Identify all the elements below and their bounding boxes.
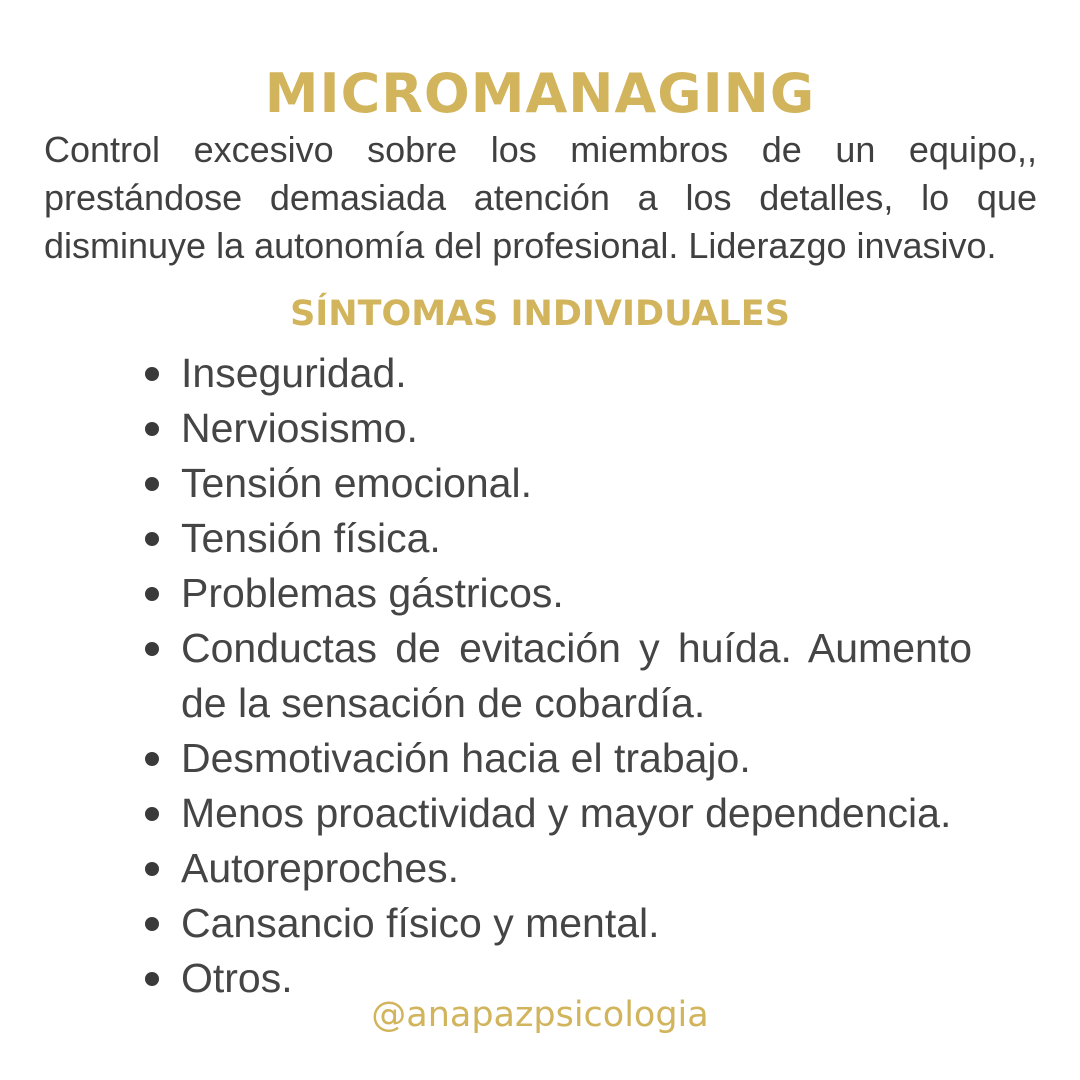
symptom-text: Problemas gástricos. xyxy=(181,570,564,616)
list-item xyxy=(0,896,972,951)
bullet-icon xyxy=(145,587,159,601)
bullet-icon xyxy=(145,972,159,986)
symptom-text: Tensión física. xyxy=(181,515,441,561)
symptom-list xyxy=(0,346,1080,1006)
bullet-icon xyxy=(145,752,159,766)
symptom-text: Cansancio físico y mental. xyxy=(181,900,660,946)
bullet-icon xyxy=(145,862,159,876)
bullet-icon xyxy=(145,642,159,656)
bullet-icon xyxy=(145,477,159,491)
bullet-icon xyxy=(145,532,159,546)
definition-text: Control excesivo sobre los miembros de un equipo,, prestándose demasiada atención a los detalles, lo que disminuye la autonomía del profesional. Liderazgo invasivo. xyxy=(44,129,1037,266)
bullet-icon xyxy=(145,422,159,436)
symptom-text: Nerviosismo. xyxy=(181,405,418,451)
list-item xyxy=(0,621,972,731)
list-item xyxy=(0,511,972,566)
page-title: MICROMANAGING xyxy=(264,62,816,125)
list-item xyxy=(0,841,972,896)
social-handle: @anapazpsicologia xyxy=(371,995,709,1035)
symptom-text: Otros. xyxy=(181,955,293,1001)
bullet-icon xyxy=(145,367,159,381)
symptom-text: Menos proactividad y mayor dependencia. xyxy=(181,790,952,836)
list-item xyxy=(0,346,972,401)
list-item xyxy=(0,786,972,841)
symptom-text: Conductas de evitación y huída. Aumento de la sensación de cobardía. xyxy=(181,625,972,726)
list-item xyxy=(0,566,972,621)
bullet-icon xyxy=(145,807,159,821)
section-title: SÍNTOMAS INDIVIDUALES xyxy=(290,294,790,334)
list-item xyxy=(0,401,972,456)
symptom-text: Inseguridad. xyxy=(181,350,407,396)
list-item xyxy=(0,456,972,511)
symptom-text: Desmotivación hacia el trabajo. xyxy=(181,735,751,781)
list-item xyxy=(0,731,972,786)
symptom-text: Tensión emocional. xyxy=(181,460,532,506)
bullet-icon xyxy=(145,917,159,931)
symptom-text: Autoreproches. xyxy=(181,845,460,891)
